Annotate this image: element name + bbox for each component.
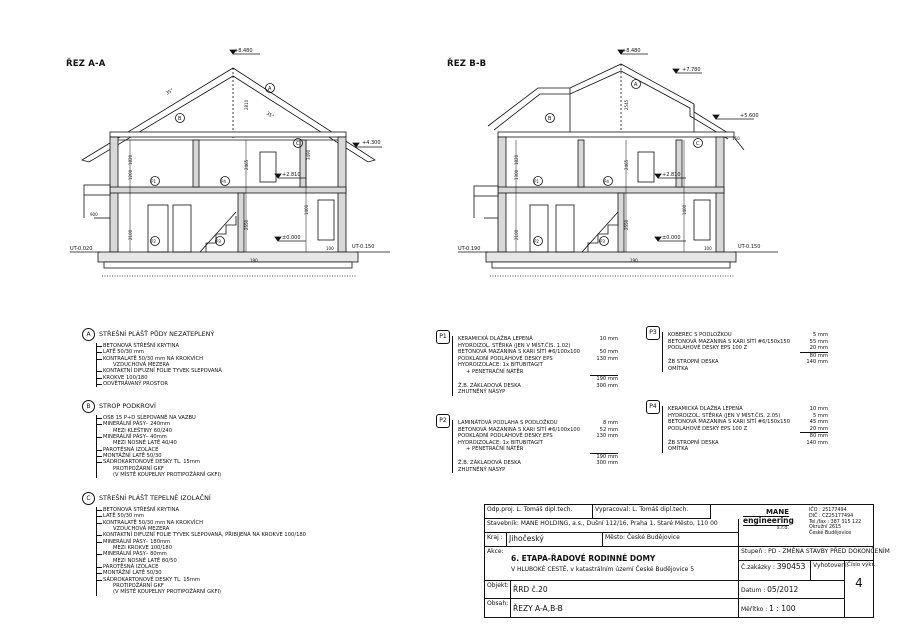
svg-text:3490: 3490 [306,149,311,160]
layer-p2-row: ZHUTNĚNÝ NÁSYP [458,466,506,473]
legend-b-item: MINERÁLNÍ PÁSY– 240mm [103,421,221,427]
company-logo-name: MANE [765,508,789,516]
stamp-meritko [739,599,845,617]
section-bb-drawing [458,40,788,310]
legend-a-item: ODVĚTRÁVANÝ PROSTOR [103,381,222,387]
layer-p4-row: ŽB STROPNÍ DESKA [668,439,719,446]
layer-p2-row: HYDROIZOLACE: 1x BITUBITAGIT [458,439,543,446]
stamp-mesto: Město: České Budějovice [603,533,739,547]
svg-text:1300: 1300 [514,169,519,180]
layer-p3-row: BETONOVÁ MAZANINA S KARI SÍTÍ #6/150x150 [668,338,791,345]
layer-p1-thickness: 130 mm [596,355,618,362]
layer-p2-thickness: 300 mm [596,460,618,466]
legend-c-item: MEZI KROKVE 100/180 [113,545,173,552]
stamp-zakazka-value: 390453 [776,562,806,571]
svg-text:150: 150 [732,136,740,141]
svg-text:35°: 35° [264,111,275,120]
company-dic: DIČ : CZ25177494 [809,513,854,519]
svg-text:2465: 2465 [244,159,249,170]
stamp-meritko-value: 1 : 100 [769,604,796,613]
svg-text:P3: P3 [216,239,221,244]
aa-roof-left [82,68,375,162]
stamp-cislo-value: 4 [855,576,863,590]
legend-c-item: VZDUCHOVÁ MEZERA [113,526,170,533]
layer-p3-row: OMÍTKA [668,365,689,372]
svg-text:C: C [696,141,700,147]
svg-text:UT-0.020: UT-0.020 [70,246,93,252]
svg-text:1820: 1820 [128,154,133,165]
svg-text:1400: 1400 [682,204,687,215]
svg-text:P3: P3 [600,239,605,244]
svg-text:UT-0.150: UT-0.150 [738,244,761,250]
layer-p4-thickness: 5 mm [812,412,828,419]
legend-c-item: PROTIPOŽÁRNÍ GKF [113,583,164,590]
svg-text:+8.480: +8.480 [622,48,641,54]
aa-attic-slab [110,132,346,137]
stamp-kraj-label: Kraj : [485,533,507,547]
stamp-akce-subtitle: V HLUBOKÉ CESTĚ, v katastrálním území České Budějovice 5 [511,566,695,573]
layer-p1-thickness: 300 mm [596,382,618,389]
stamp-datum-value: 05/2012 [767,585,799,594]
svg-text:2810: 2810 [244,99,249,110]
svg-text:2100: 2100 [514,229,519,240]
layer-p4-row: OMÍTKA [668,446,689,452]
layer-p3-row: PODLAHOVÉ DESKY EPS 100 Z [668,345,748,351]
stamp-stavebnik: Stavebník: MANE HOLDING, a.s., Dušní 112/16, Praha 1, Staré Město, 110 00 [485,519,739,533]
layer-p4-thickness: 20 mm [809,425,828,432]
svg-text:35°: 35° [165,88,175,97]
legend-a [82,328,222,387]
aa-floor-slab [110,187,346,193]
svg-text:A: A [268,86,272,92]
legend-a-item: BETONOVÁ STŘEŠNÍ KRYTINA [103,343,222,349]
svg-text:A: A [634,82,638,88]
stamp-akce-title: 6. ETAPA-ŘADOVÉ RODINNÉ DOMY [511,554,656,563]
svg-text:P1: P1 [534,179,539,184]
legend-b-item: MEZI NOSNÉ LATĚ 40/40 [113,440,177,447]
layer-p3-thickness: 55 mm [809,338,828,345]
bb-attic-slab [498,132,734,137]
legend-a-tag: A [82,328,95,341]
layer-p2-thickness: 8 mm [602,420,618,426]
layer-p1-row: + PENETRAČNÍ NÁTĚR [466,368,524,375]
legend-a-item: KROKVE 100/180 [103,375,222,381]
svg-text:900: 900 [90,212,98,217]
legend-b-item: (V MÍSTĚ KOUPELNY PROTIPOŽÁRNÍ GKFI) [113,472,222,479]
svg-text:UT-0.150: UT-0.150 [352,244,375,250]
stamp-cislo [845,561,876,617]
bb-floor-slab [498,187,724,193]
aa-level-top: +8.480 [234,48,253,54]
company-address-2: České Budějovice [809,531,852,536]
legend-c-item: KONTRALATĚ 50/30 mm NA KROKVÍCH [103,520,306,526]
svg-text:P1: P1 [151,179,156,184]
legend-a-item: VZDUCHOVÁ MEZERA [113,362,170,369]
layer-p1-row: ZHUTNĚNÝ NÁSYP [458,389,506,395]
layer-p1-row: HYDROIZOL. STĚRKA (JEN V MÍST.ČIS. 1.02) [458,342,571,349]
svg-text:2550: 2550 [244,219,249,230]
stamp-meritko-label: Měřítko : [741,606,768,613]
svg-text:+7.780: +7.780 [682,67,701,73]
legend-b-item: SÁDROKARTONOVÉ DESKY TL. 15mm [103,459,221,465]
legend-a-item: LATĚ 50/30 mm [103,349,222,355]
svg-text:P2: P2 [534,239,539,244]
layer-p4-row: HYDROIZOL. STĚRKA (JEN V MÍST.ČIS. 2.05) [668,412,781,419]
layer-p1-row: PODKLADNÍ PODLAHOVÉ DESKY EPS [458,355,553,362]
stamp-odp-proj: Odp.proj. L. Tomáš dipl.tech. [485,505,593,519]
legend-a-item: KONTAKTNÍ DIFUZNÍ FOLIE TYVEK SLEPOVANÁ [103,368,222,375]
stamp-akce-label: Akce: [487,548,504,555]
company-logo-engineering: engineering [743,516,794,525]
layer-p3-row: KOBEREC S PODLOŽKOU [668,332,732,338]
svg-text:B: B [178,116,182,122]
layer-p4-tag: P4 [646,400,660,414]
legend-b-item: MINERÁLNÍ PÁSY– 40mm [103,434,221,440]
legend-c-item: PAROTĚSNÁ IZOLACE [103,564,306,570]
company-tel: Tel./fax : 387 315 122 [809,519,862,525]
legend-c-item: MINERÁLNÍ PÁSY– 80mm [103,551,306,557]
svg-text:1820: 1820 [514,154,519,165]
layer-p1-row: Ž.B. ZÁKLADOVÁ DESKA [458,382,521,389]
bb-ground-slab [486,252,736,262]
legend-c-title: STŘEŠNÍ PLÁŠŤ TEPELNĚ IZOLAČNÍ [99,493,211,502]
legend-c-item: SÁDROKARTONOVÉ DESKY TL. 15mm [103,577,306,583]
svg-text:2100: 2100 [128,229,133,240]
legend-c-item: KONTAKTNÍ DIFUZNÍ FOLIE TYVEK SLEPOVANÁ, PŘIBIJENÁ NA KROKVE 100/180 [103,532,306,539]
layer-p2-row: BETONOVÁ MAZANINA S KARI SÍTÍ #6/100x100 [458,426,581,433]
layer-p4-row: KERAMICKÁ DLAŽBA LEPENÁ [668,406,743,412]
layer-p2-thickness: 130 mm [596,433,618,439]
svg-text:1200: 1200 [128,169,133,180]
svg-text:1400: 1400 [304,204,309,215]
stamp-zakazka [739,561,811,581]
legend-c-item: LATĚ 50/30 mm [103,513,306,519]
company-logo-suffix: s.r.o. [777,524,789,531]
svg-text:C: C [296,141,300,147]
stamp-stupen: Stupeň : PD - ZMĚNA STAVBY PŘED DOKONČENÍM [739,547,873,561]
legend-c-item: MINERÁLNÍ PÁSY– 180mm [103,539,306,545]
layer-p2-row: PODKLADNÍ PODLAHOVÉ DESKY EPS [458,433,553,439]
svg-text:+2.810: +2.810 [662,172,681,178]
layer-p1-thickness: 50 mm [599,349,618,355]
legend-b-item: OSB 15 P+D SLEPOVANÉ NA VAZBU [103,415,221,421]
aa-stairs [206,216,236,252]
layer-p1-row: BETONOVÁ MAZANINA S KARI SÍTÍ #6/100x100 [458,349,581,355]
layer-p3 [649,329,828,372]
company-address-1: Okružní 2615 [809,525,842,531]
stamp-objekt-label: Objekt: [485,581,511,599]
layer-p1-thickness: 10 mm [599,336,618,342]
svg-text:2465: 2465 [624,159,629,170]
legend-a-item: KONTRALATĚ 50/30 mm NA KROKVÍCH [103,356,222,362]
aa-wall-right [338,137,346,252]
layer-p4-thickness: 45 mm [809,419,828,425]
layer-p2-row: + PENETRAČNÍ NÁTĚR [466,446,524,452]
section-title-aa: ŘEZ A-A [66,59,106,69]
layer-p2-thickness: 52 mm [599,426,618,433]
stamp-datum [739,581,845,599]
legend-c-item: MONTÁŽNÍ LATĚ 50/30 [103,570,306,576]
legend-c-item: MEZI NOSNÉ LATĚ 80/50 [113,557,177,564]
layer-p4-thickness: 140 mm [806,439,828,446]
layer-p3-thickness: 20 mm [809,345,828,351]
layer-p3-thickness: 5 mm [812,332,828,338]
layer-p3-row: ŽB STROPNÍ DESKA [668,359,719,365]
section-aa-drawing [70,40,400,310]
svg-text:±0.000: ±0.000 [662,235,681,241]
legend-b-item: MONTÁŽNÍ LATĚ 50/30 [103,453,221,459]
svg-text:UT-0.190: UT-0.190 [458,246,481,252]
stamp-kraj: Jihočeský [507,533,603,547]
layer-p4-thickness: 10 mm [809,406,828,412]
svg-text:100: 100 [326,246,334,251]
svg-text:+5.600: +5.600 [740,113,759,119]
legend-b [82,400,221,478]
title-block [484,504,890,618]
legend-a-title: STŘEŠNÍ PLÁŠŤ PŮDY NEZATEPLENÝ [99,329,215,338]
svg-text:±0.000: ±0.000 [282,235,301,241]
aa-door-1 [148,205,168,252]
layer-p4 [649,403,828,453]
svg-text:100: 100 [704,246,712,251]
legend-c-item: (V MÍSTĚ KOUPELNY PROTIPOŽÁRNÍ GKFI) [113,589,222,596]
legend-b-item: PAROTĚSNÁ IZOLACE [103,447,221,453]
legend-b-title: STROP PODKROVÍ [99,401,156,410]
section-title-bb: ŘEZ B-B [447,59,487,69]
svg-text:P4: P4 [604,179,609,184]
stamp-vyhotoveni: Vyhotovení: [811,561,845,581]
legend-c-item: BETONOVÁ STŘEŠNÍ KRYTINA [103,507,306,513]
stamp-zakazka-label: Č.zakázky : [741,564,775,571]
layer-p2-tag: P2 [436,414,450,428]
layer-p3-total: 80 mm [800,352,828,360]
bb-wall-left [498,137,506,252]
layer-p2-row: Ž.B. ZÁKLADOVÁ DESKA [458,460,521,466]
legend-b-item: PROTIPOŽÁRNÍ GKF [113,465,164,472]
layer-p4-total: 80 mm [800,432,828,440]
svg-text:+4.300: +4.300 [362,140,381,146]
svg-text:190: 190 [630,258,638,263]
stamp-cislo-label: Číslo výkr. [847,562,876,568]
aa-door-2 [173,205,191,252]
stamp-company [739,505,873,547]
stamp-obsah-label: Obsah: [485,599,511,617]
stamp-obsah: ŘEZY A-A,B-B [511,599,739,617]
svg-text:2545: 2545 [624,99,629,110]
svg-text:2550: 2550 [624,219,629,230]
layer-p1-row: KERAMICKÁ DLAŽBA LEPENÁ [458,336,533,342]
svg-text:P2: P2 [151,239,156,244]
layer-p1-total: 190 mm [590,375,618,383]
aa-ground-slab [98,252,358,262]
legend-b-item: MEZI KLEŠTINY 60/240 [113,427,172,434]
layer-p3-thickness: 140 mm [806,359,828,365]
legend-c [82,492,306,596]
layer-p2-total: 190 mm [590,453,618,461]
layer-p2-row: LAMINÁTOVÁ PODLAHA S PODLOŽKOU [458,420,558,426]
layer-p2 [439,417,618,473]
legend-c-tag: C [82,492,95,505]
layer-p4-row: BETONOVÁ MAZANINA S KARI SÍTÍ #6/150x150 [668,419,791,425]
bb-wall-right [716,137,724,252]
stamp-objekt: ŘRD č.20 [511,581,739,599]
svg-text:190: 190 [250,258,258,263]
svg-text:+2.810: +2.810 [282,172,301,178]
layer-p1 [439,333,618,396]
aa-window-upper [260,152,276,182]
layer-p4-row: PODLAHOVÉ DESKY EPS 100 Z [668,425,748,432]
aa-wall-left [110,137,118,252]
stamp-datum-label: Datum : [741,587,766,594]
svg-text:B: B [548,116,552,122]
svg-text:P4: P4 [221,179,226,184]
bb-stairs [588,216,618,252]
stamp-vypracoval: Vypracoval: L. Tomáš dipl.tech. [593,505,711,519]
company-ico: IČO : 25177494 [809,508,847,513]
layer-p3-tag: P3 [646,326,660,340]
stamp-akce [485,547,739,581]
legend-b-tag: B [82,400,95,413]
layer-p1-tag: P1 [436,330,450,344]
layer-p1-row: HYDROIZOLACE: 1x BITUBITAGIT [458,362,543,368]
